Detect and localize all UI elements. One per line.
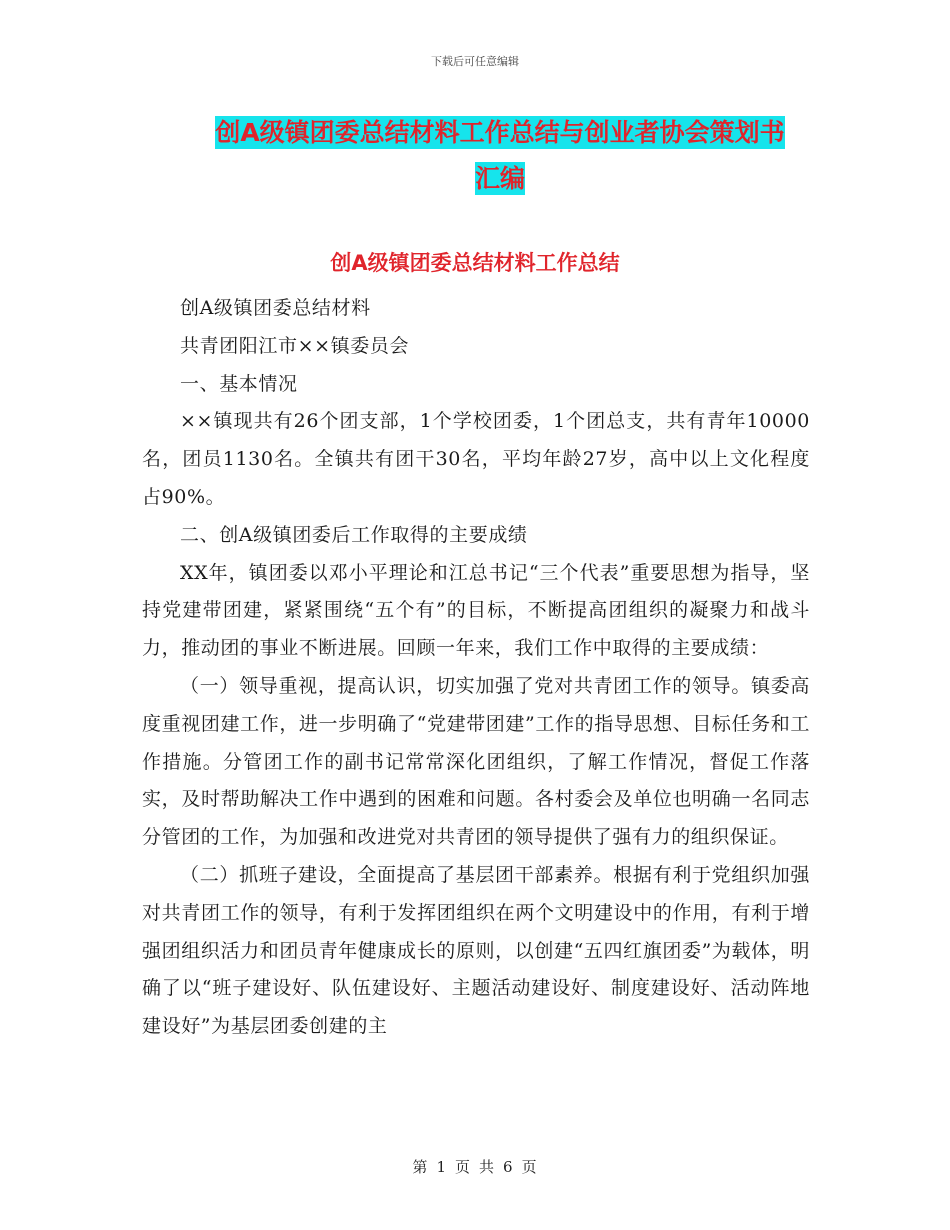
paragraph-heading-basic: 一、基本情况 xyxy=(180,372,298,395)
paragraph-heading-achievements: 二、创A级镇团委后工作取得的主要成绩 xyxy=(180,523,528,546)
footer-page-current: 1 xyxy=(436,1158,447,1176)
footer-page-unit: 页 xyxy=(454,1158,471,1176)
document-title xyxy=(150,110,850,202)
paragraph-point-one: （一）领导重视，提高认识，切实加强了党对共青团工作的领导。镇委高度重视团建工作，进一步明确了“党建带团建”工作的指导思想、目标任务和工作措施。分管团工作的副书记常常深化团组织，了解工作情况，督促工作落实，及时帮助解决工作中遇到的困难和问题。各村委会及单位也明确一名同志分管团的工作，为加强和改进党对共青团的领导提供了强有力的组织保证。 xyxy=(142,674,810,849)
paragraph-basic-info: ××镇现共有26个团支部，1个学校团委，1个团总支，共有青年10000名，团员1130名。全镇共有团干30名，平均年龄27岁，高中以上文化程度占90%。 xyxy=(142,410,810,508)
paragraph-point-two: （二）抓班子建设，全面提高了基层团干部素养。根据有利于党组织加强对共青团工作的领导，有利于发挥团组织在两个文明建设中的作用，有利于增强团组织活力和团员青年健康成长的原则，以创建“五四红旗团委”为载体，明确了以“班子建设好、队伍建设好、主题活动建设好、制度建设好、活动阵地建设好”为基层团委创建的主 xyxy=(142,863,810,1038)
footer-total-label: 共 xyxy=(479,1158,496,1176)
footer-page-total: 6 xyxy=(503,1158,514,1176)
paragraph-subtitle: 创A级镇团委总结材料 xyxy=(180,297,371,319)
footer-page-label: 第 xyxy=(412,1158,429,1176)
paragraph-overview: XX年，镇团委以邓小平理论和江总书记“三个代表”重要思想为指导，坚持党建带团建，紧紧围绕“五个有”的目标，不断提高团组织的凝聚力和战斗力，推动团的事业不断进展。回顾一年来，我们工作中取得的主要成绩： xyxy=(142,561,810,660)
page-footer xyxy=(0,1156,950,1177)
footer-total-unit: 页 xyxy=(521,1158,538,1176)
document-title-line2: 汇编 xyxy=(474,164,525,193)
section-title: 创A级镇团委总结材料工作总结 xyxy=(330,251,620,275)
header-note: 下载后可任意编辑 xyxy=(431,55,519,68)
paragraph-organization: 共青团阳江市××镇委员会 xyxy=(180,334,410,357)
document-body xyxy=(142,290,810,1046)
document-title-line1: 创A级镇团委总结材料工作总结与创业者协会策划书 xyxy=(215,118,785,147)
